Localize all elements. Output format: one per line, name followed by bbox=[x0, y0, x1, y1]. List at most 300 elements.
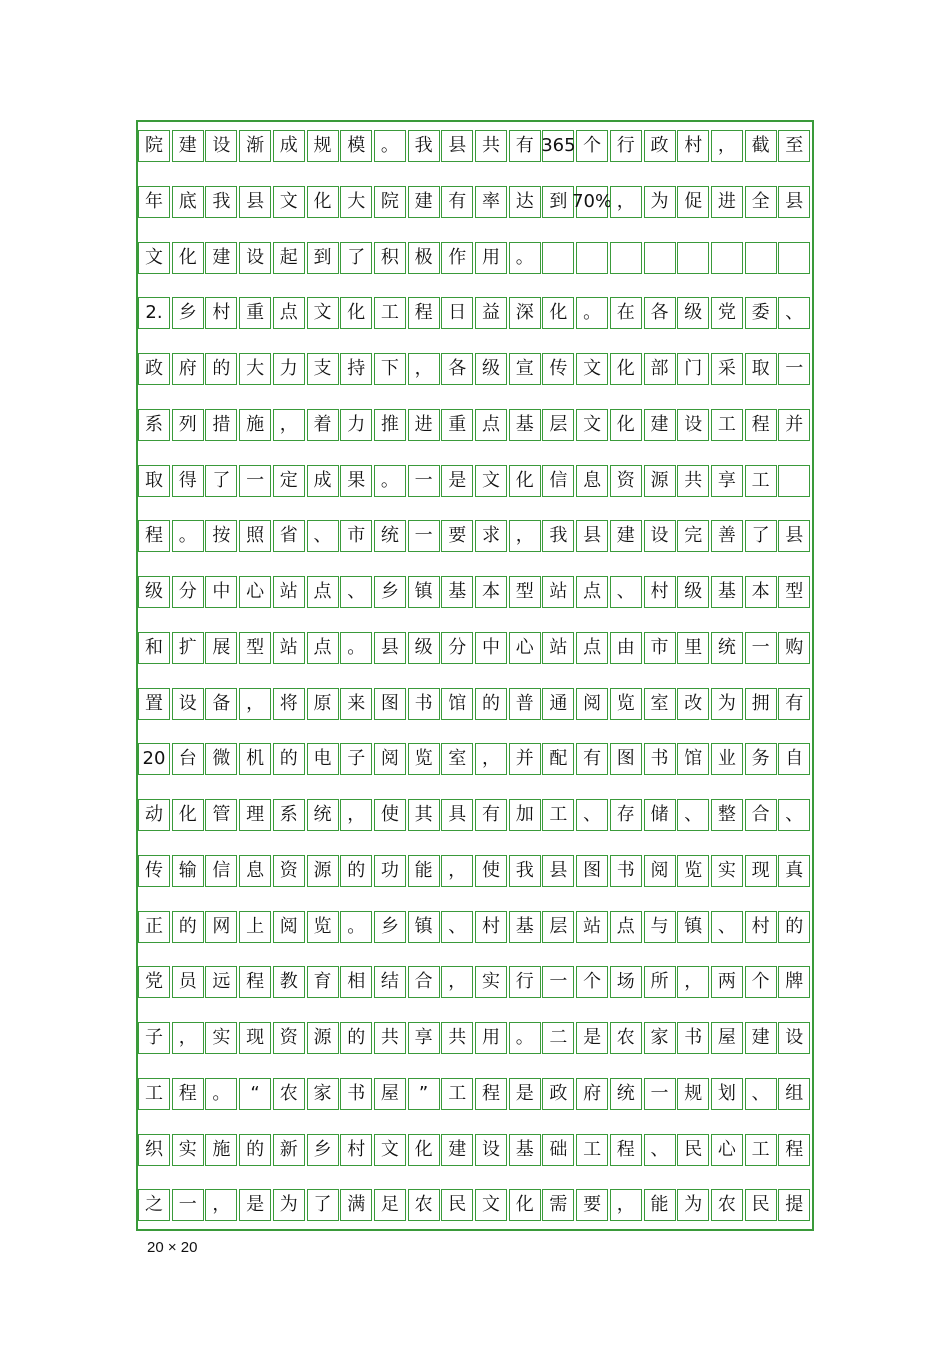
grid-cell: 书 bbox=[677, 1022, 709, 1054]
grid-cell: 实 bbox=[475, 966, 507, 998]
grid-cell bbox=[677, 242, 709, 274]
grid-cell: 到 bbox=[542, 186, 574, 218]
grid-cell: 成 bbox=[273, 130, 305, 162]
grid-cell: 我 bbox=[205, 186, 237, 218]
grid-cell: 行 bbox=[610, 130, 642, 162]
grid-cell: 点 bbox=[610, 911, 642, 943]
grid-row bbox=[138, 1022, 812, 1054]
grid-cell: 按 bbox=[205, 520, 237, 552]
grid-cell: 信 bbox=[205, 855, 237, 887]
grid-cell: 为 bbox=[677, 1189, 709, 1221]
grid-cell: 信 bbox=[542, 465, 574, 497]
grid-cell: 存 bbox=[610, 799, 642, 831]
grid-cell: 图 bbox=[374, 688, 406, 720]
grid-cell: 有 bbox=[441, 186, 473, 218]
grid-row bbox=[138, 1189, 812, 1221]
grid-cell: 工 bbox=[745, 1134, 777, 1166]
grid-cell: 整 bbox=[711, 799, 743, 831]
grid-cell bbox=[644, 242, 676, 274]
grid-cell: 统 bbox=[374, 520, 406, 552]
grid-cell: 加 bbox=[509, 799, 541, 831]
grid-cell: 来 bbox=[340, 688, 372, 720]
grid-cell: 阅 bbox=[273, 911, 305, 943]
grid-cell: 文 bbox=[307, 297, 339, 329]
grid-cell: 屋 bbox=[711, 1022, 743, 1054]
row-gap bbox=[138, 1054, 812, 1078]
grid-cell: 在 bbox=[610, 297, 642, 329]
grid-cell: 民 bbox=[441, 1189, 473, 1221]
row-gap bbox=[138, 664, 812, 688]
grid-cell: 由 bbox=[610, 632, 642, 664]
grid-cell: 府 bbox=[172, 353, 204, 385]
grid-cell: 县 bbox=[374, 632, 406, 664]
grid-cell: 市 bbox=[340, 520, 372, 552]
grid-cell: ， bbox=[509, 520, 541, 552]
grid-cell: 照 bbox=[239, 520, 271, 552]
grid-cell: 、 bbox=[441, 911, 473, 943]
grid-cell: 览 bbox=[307, 911, 339, 943]
grid-cell: 点 bbox=[576, 632, 608, 664]
grid-cell: 。 bbox=[340, 632, 372, 664]
grid-cell: 工 bbox=[138, 1078, 170, 1110]
grid-cell: 取 bbox=[138, 465, 170, 497]
grid-row bbox=[138, 743, 812, 775]
grid-cell: 是 bbox=[441, 465, 473, 497]
grid-cell bbox=[542, 242, 574, 274]
grid-row bbox=[138, 1078, 812, 1110]
grid-cell: 力 bbox=[340, 409, 372, 441]
grid-cell: 民 bbox=[677, 1134, 709, 1166]
grid-cell: 基 bbox=[441, 576, 473, 608]
grid-cell bbox=[711, 242, 743, 274]
grid-cell: 完 bbox=[677, 520, 709, 552]
grid-row bbox=[138, 911, 812, 943]
grid-cell: 置 bbox=[138, 688, 170, 720]
grid-cell: 心 bbox=[711, 1134, 743, 1166]
grid-cell: 使 bbox=[475, 855, 507, 887]
grid-cell: 统 bbox=[711, 632, 743, 664]
row-gap bbox=[138, 552, 812, 576]
grid-cell: 作 bbox=[441, 242, 473, 274]
grid-cell: 院 bbox=[138, 130, 170, 162]
grid-cell: 业 bbox=[711, 743, 743, 775]
grid-cell: 化 bbox=[307, 186, 339, 218]
row-gap bbox=[138, 831, 812, 855]
grid-cell: 站 bbox=[542, 576, 574, 608]
grid-cell: 施 bbox=[239, 409, 271, 441]
grid-cell: 要 bbox=[576, 1189, 608, 1221]
grid-cell: 图 bbox=[610, 743, 642, 775]
grid-cell: 划 bbox=[711, 1078, 743, 1110]
grid-cell bbox=[610, 242, 642, 274]
grid-cell: 上 bbox=[239, 911, 271, 943]
grid-cell: 程 bbox=[475, 1078, 507, 1110]
grid-cell: 满 bbox=[340, 1189, 372, 1221]
grid-cell: 馆 bbox=[441, 688, 473, 720]
grid-cell: 原 bbox=[307, 688, 339, 720]
grid-cell: 并 bbox=[509, 743, 541, 775]
grid-cell: 个 bbox=[576, 130, 608, 162]
grid-cell: 程 bbox=[138, 520, 170, 552]
grid-cell: 、 bbox=[644, 1134, 676, 1166]
grid-cell: 设 bbox=[172, 688, 204, 720]
grid-cell: 中 bbox=[475, 632, 507, 664]
grid-cell: 县 bbox=[441, 130, 473, 162]
grid-cell: 成 bbox=[307, 465, 339, 497]
grid-cell: 的 bbox=[273, 743, 305, 775]
row-gap bbox=[138, 943, 812, 967]
grid-cell: 化 bbox=[509, 1189, 541, 1221]
row-gap bbox=[138, 162, 812, 186]
grid-cell: 设 bbox=[778, 1022, 810, 1054]
grid-cell: ， bbox=[205, 1189, 237, 1221]
grid-cell: 工 bbox=[542, 799, 574, 831]
grid-cell: 文 bbox=[475, 465, 507, 497]
grid-cell: 日 bbox=[441, 297, 473, 329]
grid-cell: 享 bbox=[711, 465, 743, 497]
grid-cell: 化 bbox=[172, 242, 204, 274]
grid-cell: 点 bbox=[273, 297, 305, 329]
grid-cell: 持 bbox=[340, 353, 372, 385]
grid-cell: 2. bbox=[138, 297, 170, 329]
row-gap bbox=[138, 608, 812, 632]
grid-cell: 、 bbox=[677, 799, 709, 831]
grid-cell: 传 bbox=[542, 353, 574, 385]
grid-cell: 扩 bbox=[172, 632, 204, 664]
grid-cell: 乡 bbox=[374, 576, 406, 608]
grid-cell: ， bbox=[610, 1189, 642, 1221]
grid-cell: 、 bbox=[340, 576, 372, 608]
grid-cell: 基 bbox=[509, 1134, 541, 1166]
grid-cell: 进 bbox=[711, 186, 743, 218]
grid-cell: 建 bbox=[408, 186, 440, 218]
grid-cell: 需 bbox=[542, 1189, 574, 1221]
grid-cell: 行 bbox=[509, 966, 541, 998]
grid-cell: 心 bbox=[239, 576, 271, 608]
grid-cell: 县 bbox=[778, 520, 810, 552]
grid-cell: 阅 bbox=[576, 688, 608, 720]
grid-cell: 益 bbox=[475, 297, 507, 329]
grid-cell: 子 bbox=[340, 743, 372, 775]
grid-cell: 县 bbox=[778, 186, 810, 218]
grid-row bbox=[138, 465, 812, 497]
grid-cell: 重 bbox=[441, 409, 473, 441]
grid-cell: 普 bbox=[509, 688, 541, 720]
grid-cell: 采 bbox=[711, 353, 743, 385]
grid-cell: 传 bbox=[138, 855, 170, 887]
grid-cell: 取 bbox=[745, 353, 777, 385]
grid-cell: 设 bbox=[475, 1134, 507, 1166]
grid-cell: 工 bbox=[745, 465, 777, 497]
grid-cell: 现 bbox=[239, 1022, 271, 1054]
grid-cell: 用 bbox=[475, 1022, 507, 1054]
grid-cell: 为 bbox=[644, 186, 676, 218]
grid-cell: 个 bbox=[576, 966, 608, 998]
grid-cell: 县 bbox=[576, 520, 608, 552]
grid-cell: 村 bbox=[745, 911, 777, 943]
grid-row bbox=[138, 632, 812, 664]
grid-cell: 览 bbox=[677, 855, 709, 887]
grid-cell: 建 bbox=[441, 1134, 473, 1166]
grid-cell: 图 bbox=[576, 855, 608, 887]
grid-cell: 深 bbox=[509, 297, 541, 329]
grid-cell: 相 bbox=[340, 966, 372, 998]
grid-row bbox=[138, 297, 812, 329]
grid-cell: 阅 bbox=[644, 855, 676, 887]
grid-cell: 政 bbox=[644, 130, 676, 162]
grid-cell: 书 bbox=[610, 855, 642, 887]
grid-cell: 础 bbox=[542, 1134, 574, 1166]
grid-cell: 书 bbox=[644, 743, 676, 775]
grid-cell: 一 bbox=[239, 465, 271, 497]
grid-cell: 级 bbox=[677, 297, 709, 329]
row-gap bbox=[138, 385, 812, 409]
grid-cell: 化 bbox=[408, 1134, 440, 1166]
grid-cell: 站 bbox=[542, 632, 574, 664]
row-gap bbox=[138, 274, 812, 298]
grid-cell: 镇 bbox=[408, 911, 440, 943]
grid-cell: 远 bbox=[205, 966, 237, 998]
grid-cell: 里 bbox=[677, 632, 709, 664]
grid-cell: 县 bbox=[239, 186, 271, 218]
grid-cell: 文 bbox=[273, 186, 305, 218]
grid-cell: ， bbox=[711, 130, 743, 162]
grid-cell: 牌 bbox=[778, 966, 810, 998]
grid-cell: 化 bbox=[172, 799, 204, 831]
grid-cell: 民 bbox=[745, 1189, 777, 1221]
grid-cell: 措 bbox=[205, 409, 237, 441]
grid-cell: 达 bbox=[509, 186, 541, 218]
grid-cell: 建 bbox=[205, 242, 237, 274]
grid-cell: 市 bbox=[644, 632, 676, 664]
grid-cell: 能 bbox=[408, 855, 440, 887]
grid-cell: 村 bbox=[475, 911, 507, 943]
grid-cell: 合 bbox=[408, 966, 440, 998]
grid-cell: 站 bbox=[576, 911, 608, 943]
grid-cell: 之 bbox=[138, 1189, 170, 1221]
grid-cell: 建 bbox=[172, 130, 204, 162]
grid-cell: 乡 bbox=[374, 911, 406, 943]
grid-cell: 门 bbox=[677, 353, 709, 385]
grid-cell: 源 bbox=[307, 855, 339, 887]
row-gap bbox=[138, 497, 812, 521]
grid-cell: 设 bbox=[205, 130, 237, 162]
grid-cell: 大 bbox=[340, 186, 372, 218]
grid-cell: 的 bbox=[340, 855, 372, 887]
grid-cell: 设 bbox=[677, 409, 709, 441]
grid-cell: 365 bbox=[542, 130, 574, 162]
grid-cell: 我 bbox=[408, 130, 440, 162]
grid-cell: 果 bbox=[340, 465, 372, 497]
grid-cell: 文 bbox=[576, 409, 608, 441]
grid-cell: 屋 bbox=[374, 1078, 406, 1110]
grid-cell: 程 bbox=[408, 297, 440, 329]
grid-cell: 的 bbox=[475, 688, 507, 720]
grid-cell: 购 bbox=[778, 632, 810, 664]
grid-cell: 系 bbox=[273, 799, 305, 831]
grid-cell: 我 bbox=[509, 855, 541, 887]
grid-cell: 的 bbox=[205, 353, 237, 385]
grid-cell: 层 bbox=[542, 911, 574, 943]
grid-cell: 至 bbox=[778, 130, 810, 162]
grid-cell: 型 bbox=[778, 576, 810, 608]
grid-cell: 。 bbox=[509, 242, 541, 274]
grid-cell: 农 bbox=[273, 1078, 305, 1110]
grid-cell: 具 bbox=[441, 799, 473, 831]
grid-cell: 一 bbox=[644, 1078, 676, 1110]
grid-cell: ， bbox=[441, 966, 473, 998]
grid-cell: 县 bbox=[542, 855, 574, 887]
grid-cell: 是 bbox=[576, 1022, 608, 1054]
grid-cell: 织 bbox=[138, 1134, 170, 1166]
grid-row bbox=[138, 130, 812, 162]
grid-cell: 实 bbox=[205, 1022, 237, 1054]
grid-cell: 是 bbox=[509, 1078, 541, 1110]
grid-cell: 级 bbox=[475, 353, 507, 385]
grid-cell: 提 bbox=[778, 1189, 810, 1221]
grid-cell: 型 bbox=[239, 632, 271, 664]
grid-cell: 展 bbox=[205, 632, 237, 664]
grid-cell: 、 bbox=[711, 911, 743, 943]
grid-cell: 管 bbox=[205, 799, 237, 831]
grid-cell: 馆 bbox=[677, 743, 709, 775]
grid-cell: 基 bbox=[711, 576, 743, 608]
grid-cell bbox=[778, 242, 810, 274]
grid-cell: 的 bbox=[778, 911, 810, 943]
grid-cell: 一 bbox=[778, 353, 810, 385]
grid-cell: 委 bbox=[745, 297, 777, 329]
grid-cell: 实 bbox=[711, 855, 743, 887]
grid-cell: 正 bbox=[138, 911, 170, 943]
grid-cell: 了 bbox=[340, 242, 372, 274]
grid-cell: 化 bbox=[542, 297, 574, 329]
grid-cell: 使 bbox=[374, 799, 406, 831]
grid-cell: 其 bbox=[408, 799, 440, 831]
grid-cell: 定 bbox=[273, 465, 305, 497]
grid-cell: 配 bbox=[542, 743, 574, 775]
grid-cell: 得 bbox=[172, 465, 204, 497]
grid-cell: 规 bbox=[307, 130, 339, 162]
grid-cell: 动 bbox=[138, 799, 170, 831]
grid-cell: 将 bbox=[273, 688, 305, 720]
grid-cell: 家 bbox=[644, 1022, 676, 1054]
grid-cell: 、 bbox=[778, 297, 810, 329]
grid-cell: 各 bbox=[644, 297, 676, 329]
grid-cell: 实 bbox=[172, 1134, 204, 1166]
grid-cell: 支 bbox=[307, 353, 339, 385]
grid-cell: 源 bbox=[644, 465, 676, 497]
grid-cell: 与 bbox=[644, 911, 676, 943]
grid-cell: 为 bbox=[273, 1189, 305, 1221]
grid-cell: 化 bbox=[610, 409, 642, 441]
grid-cell: 览 bbox=[610, 688, 642, 720]
grid-cell: 率 bbox=[475, 186, 507, 218]
grid-cell: 为 bbox=[711, 688, 743, 720]
grid-cell: 村 bbox=[340, 1134, 372, 1166]
grid-cell: 现 bbox=[745, 855, 777, 887]
grid-cell: 备 bbox=[205, 688, 237, 720]
grid-cell: 本 bbox=[475, 576, 507, 608]
grid-cell: 能 bbox=[644, 1189, 676, 1221]
grid-cell: 享 bbox=[408, 1022, 440, 1054]
grid-cell: 用 bbox=[475, 242, 507, 274]
grid-cell: 镇 bbox=[677, 911, 709, 943]
grid-cell: ， bbox=[475, 743, 507, 775]
grid-cell: 一 bbox=[408, 465, 440, 497]
grid-cell: 70% bbox=[576, 186, 608, 218]
grid-cell: ， bbox=[239, 688, 271, 720]
grid-cell: 心 bbox=[509, 632, 541, 664]
grid-cell: 了 bbox=[205, 465, 237, 497]
grid-cell: 书 bbox=[408, 688, 440, 720]
grid-cell: 、 bbox=[778, 799, 810, 831]
grid-cell: ” bbox=[408, 1078, 440, 1110]
row-gap bbox=[138, 887, 812, 911]
grid-cell: 农 bbox=[408, 1189, 440, 1221]
row-gap bbox=[138, 720, 812, 744]
grid-cell: 建 bbox=[644, 409, 676, 441]
grid-cell: 工 bbox=[711, 409, 743, 441]
grid-cell: 施 bbox=[205, 1134, 237, 1166]
grid-cell: 览 bbox=[408, 743, 440, 775]
grid-cell: ， bbox=[408, 353, 440, 385]
grid-cell: 。 bbox=[374, 465, 406, 497]
grid-row bbox=[138, 1134, 812, 1166]
grid-cell: “ bbox=[239, 1078, 271, 1110]
grid-cell: 拥 bbox=[745, 688, 777, 720]
grid-cell: 工 bbox=[441, 1078, 473, 1110]
grid-cell bbox=[745, 242, 777, 274]
grid-cell: 、 bbox=[307, 520, 339, 552]
grid-cell: 化 bbox=[509, 465, 541, 497]
row-gap bbox=[138, 1166, 812, 1190]
grid-cell: 书 bbox=[340, 1078, 372, 1110]
grid-cell: 共 bbox=[475, 130, 507, 162]
grid-row bbox=[138, 353, 812, 385]
grid-cell: 的 bbox=[239, 1134, 271, 1166]
grid-cell: 息 bbox=[576, 465, 608, 497]
grid-cell: 力 bbox=[273, 353, 305, 385]
grid-cell: 。 bbox=[205, 1078, 237, 1110]
grid-cell: 点 bbox=[307, 632, 339, 664]
grid-cell: 一 bbox=[745, 632, 777, 664]
grid-cell: 级 bbox=[408, 632, 440, 664]
grid-cell: 积 bbox=[374, 242, 406, 274]
grid-cell: 程 bbox=[745, 409, 777, 441]
grid-cell: 和 bbox=[138, 632, 170, 664]
grid-cell: 。 bbox=[172, 520, 204, 552]
grid-cell: 共 bbox=[374, 1022, 406, 1054]
grid-cell: 有 bbox=[475, 799, 507, 831]
grid-cell: 底 bbox=[172, 186, 204, 218]
grid-row bbox=[138, 799, 812, 831]
grid-cell: 文 bbox=[475, 1189, 507, 1221]
row-gap bbox=[138, 329, 812, 353]
manuscript-grid bbox=[136, 120, 814, 1231]
row-gap bbox=[138, 775, 812, 799]
grid-cell: 文 bbox=[374, 1134, 406, 1166]
grid-row bbox=[138, 576, 812, 608]
grid-cell: 储 bbox=[644, 799, 676, 831]
grid-cell bbox=[576, 242, 608, 274]
grid-cell: 、 bbox=[745, 1078, 777, 1110]
grid-cell: 了 bbox=[307, 1189, 339, 1221]
grid-cell: 、 bbox=[610, 576, 642, 608]
grid-cell: 二 bbox=[542, 1022, 574, 1054]
grid-cell: 化 bbox=[340, 297, 372, 329]
grid-cell: 进 bbox=[408, 409, 440, 441]
grid-cell: 家 bbox=[307, 1078, 339, 1110]
